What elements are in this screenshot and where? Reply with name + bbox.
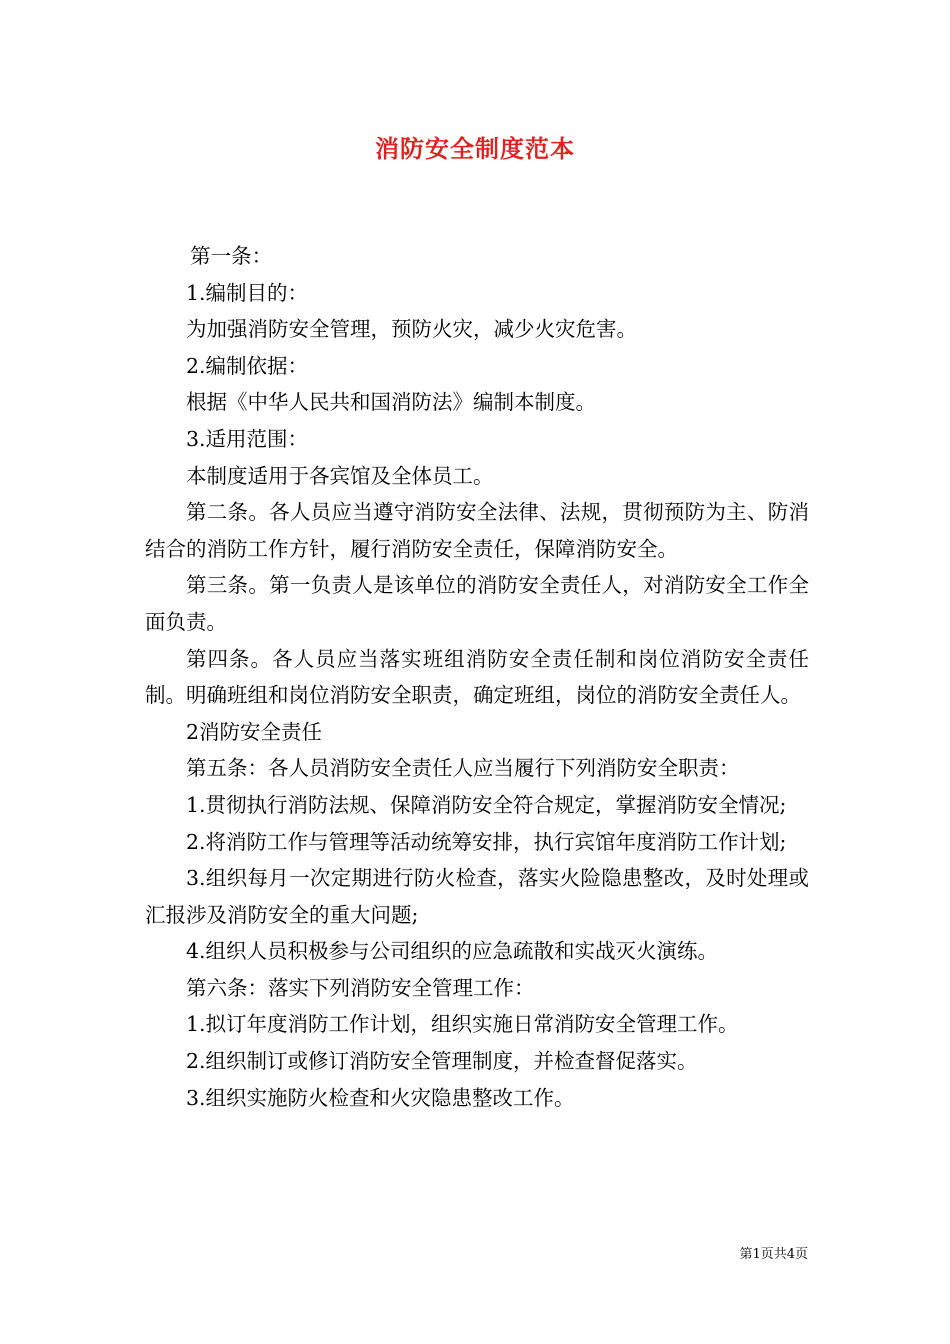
paragraph: 3.组织实施防火检查和火灾隐患整改工作。 — [186, 1085, 575, 1110]
paragraph: 3.组织每月一次定期进行防火检查，落实火险隐患整改，及时处理或汇报涉及消防安全的重大问题; — [145, 866, 809, 927]
paragraph: 根据《中华人民共和国消防法》编制本制度。 — [186, 390, 596, 415]
document-body — [145, 238, 809, 1116]
paragraph: 1.编制目的： — [186, 280, 309, 305]
section-heading: 2消防安全责任 — [186, 719, 323, 744]
paragraph: 2.将消防工作与管理等活动统筹安排，执行宾馆年度消防工作计划; — [186, 829, 787, 854]
paragraph: 第六条：落实下列消防安全管理工作： — [186, 975, 535, 1000]
paragraph: 第二条。各人员应当遵守消防安全法律、法规，贯彻预防为主、防消结合的消防工作方针，履行消防安全责任，保障消防安全。 — [145, 500, 809, 561]
paragraph: 第四条。各人员应当落实班组消防安全责任制和岗位消防安全责任制。明确班组和岗位消防安全职责，确定班组，岗位的消防安全责任人。 — [145, 646, 809, 708]
paragraph: 1.拟订年度消防工作计划，组织实施日常消防安全管理工作。 — [186, 1012, 739, 1037]
paragraph: 本制度适用于各宾馆及全体员工。 — [186, 463, 494, 488]
paragraph: 为加强消防安全管理，预防火灾，减少火灾危害。 — [186, 317, 637, 342]
paragraph: 1.贯彻执行消防法规、保障消防安全符合规定，掌握消防安全情况; — [186, 792, 787, 817]
paragraph: 2.编制依据： — [186, 353, 309, 378]
paragraph: 3.适用范围： — [186, 426, 309, 451]
paragraph: 第一条： — [190, 244, 273, 268]
paragraph: 2.组织制订或修订消防安全管理制度，并检查督促落实。 — [186, 1049, 698, 1074]
paragraph: 第三条。第一负责人是该单位的消防安全责任人，对消防安全工作全面负责。 — [145, 573, 809, 634]
paragraph: 4.组织人员积极参与公司组织的应急疏散和实战灭火演练。 — [186, 939, 719, 964]
paragraph: 第五条：各人员消防安全责任人应当履行下列消防安全职责： — [186, 756, 740, 781]
document-title: 消防安全制度范本 — [375, 134, 575, 163]
page-footer: 第1页共4页 — [739, 1247, 808, 1262]
